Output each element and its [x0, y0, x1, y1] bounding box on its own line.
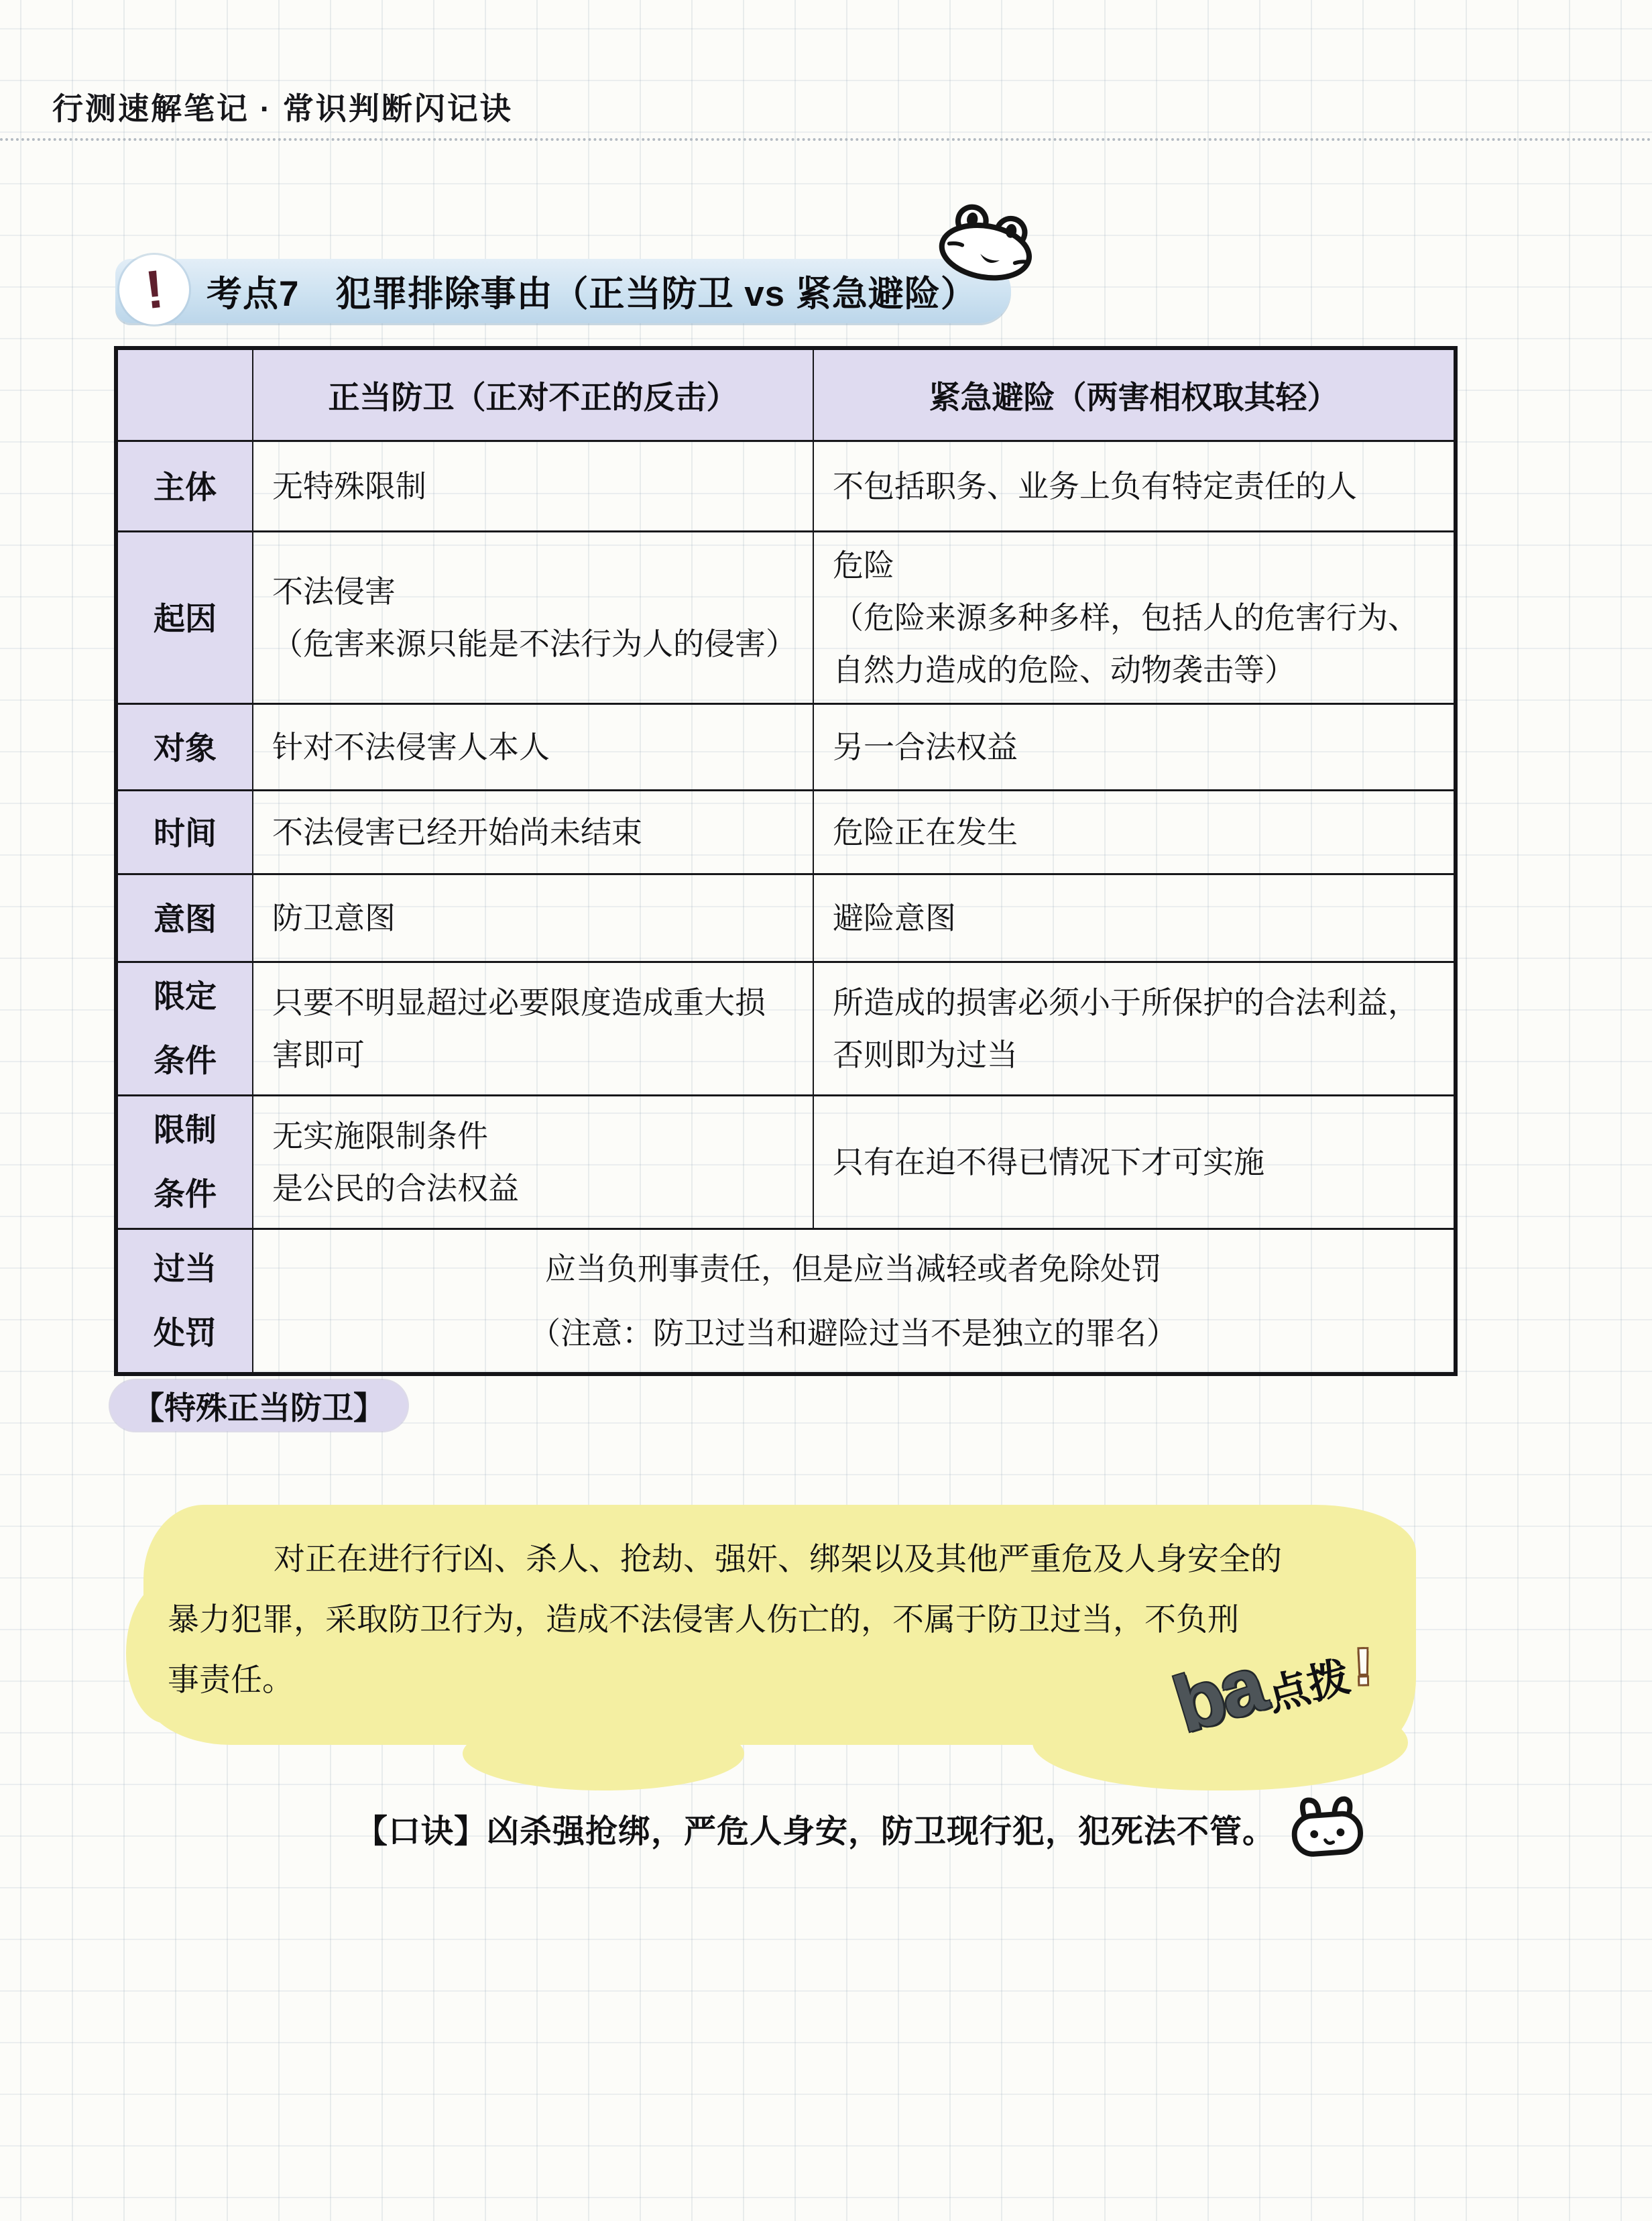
cell-line: 应当负刑事责任，但是应当减轻或者免除处罚	[545, 1251, 1162, 1286]
comparison-table	[114, 346, 1458, 1376]
cell-line: 避险意图	[833, 901, 956, 935]
row-label: 时间	[116, 791, 253, 874]
mnemonic-line: 【口诀】凶杀强抢绑，严危人身安，防卫现行犯，犯死法不管。	[355, 1814, 1276, 1849]
stamp-text: 点拨	[1262, 1653, 1355, 1720]
cell-line: 防卫意图	[272, 901, 396, 935]
cell-line: 另一合法权益	[833, 730, 1018, 764]
row-label: 限制条件	[116, 1096, 253, 1229]
header-divider	[0, 138, 1652, 141]
cell-line: 无特殊限制	[272, 469, 426, 504]
cell-line: 不包括职务、业务上负有特定责任的人	[833, 469, 1357, 504]
table-row	[116, 441, 1456, 532]
cell-defense	[253, 441, 813, 532]
cell-avoidance	[813, 704, 1456, 791]
cell-line: 针对不法侵害人本人	[272, 730, 550, 764]
yellow-highlight-blob	[463, 1717, 744, 1790]
row-label: 对象	[116, 704, 253, 791]
page-header: 行测速解笔记 · 常识判断闪记诀	[52, 91, 513, 126]
cell-defense	[253, 962, 813, 1096]
cell-avoidance	[813, 532, 1456, 704]
table-row	[116, 532, 1456, 704]
table-row	[116, 704, 1456, 791]
table-row	[116, 791, 1456, 874]
cell-line: 危险	[833, 548, 894, 583]
exclamation-glyph: !	[142, 258, 166, 321]
cell-avoidance	[813, 962, 1456, 1096]
row-label: 主体	[116, 441, 253, 532]
table-row	[116, 1229, 1456, 1375]
cell-line: 不法侵害	[272, 574, 396, 609]
topic-banner	[115, 259, 1011, 323]
cell-line: （危害来源只能是不法行为人的侵害）	[272, 626, 796, 661]
bunny-icon	[1285, 1789, 1369, 1862]
row-label: 限定条件	[116, 962, 253, 1096]
cell-span-both	[253, 1229, 1456, 1375]
cell-avoidance	[813, 441, 1456, 532]
table-header-row	[116, 348, 1456, 441]
cell-line: 是公民的合法权益	[272, 1171, 519, 1206]
corner-cell	[116, 348, 253, 441]
cell-line: （危险来源多种多样，包括人的危害行为、自然力造成的危险、动物袭击等）	[833, 600, 1419, 687]
cell-line: 不法侵害已经开始尚未结束	[272, 815, 642, 850]
cell-line: 无实施限制条件	[272, 1119, 488, 1153]
row-label: 过当处罚	[116, 1229, 253, 1375]
comparison-table-wrap	[114, 346, 1454, 1376]
cell-defense	[253, 1096, 813, 1229]
cell-avoidance	[813, 874, 1456, 962]
cell-defense	[253, 532, 813, 704]
column-header-avoidance: 紧急避险（两害相权取其轻）	[813, 348, 1456, 441]
paragraph-line: 对正在进行行凶、杀人、抢劫、强奸、绑架以及其他严重危及人身安全的	[274, 1541, 1282, 1577]
row-label: 起因	[116, 532, 253, 704]
table-row	[116, 874, 1456, 962]
cell-line: 所造成的损害必须小于所保护的合法利益，否则即为过当	[833, 985, 1419, 1072]
cell-line: 只有在迫不得已情况下才可实施	[833, 1145, 1264, 1180]
topic-title: 考点7 犯罪排除事由（正当防卫 vs 紧急避险）	[206, 274, 977, 314]
cell-avoidance	[813, 1096, 1456, 1229]
cell-defense	[253, 874, 813, 962]
table-row	[116, 1096, 1456, 1229]
cell-line: 只要不明显超过必要限度造成重大损害即可	[272, 985, 766, 1072]
stamp-ba-logo: ba	[1164, 1639, 1273, 1750]
paragraph-line: 暴力犯罪，采取防卫行为，造成不法侵害人伤亡的，不属于防卫过当，不负刑	[168, 1601, 1239, 1637]
special-defense-heading: 【特殊正当防卫】	[110, 1380, 408, 1431]
exclamation-icon	[119, 255, 189, 325]
column-header-defense: 正当防卫（正对不正的反击）	[253, 348, 813, 441]
cell-line: （注意：防卫过当和避险过当不是独立的罪名）	[530, 1316, 1177, 1351]
row-label: 意图	[116, 874, 253, 962]
cell-defense	[253, 704, 813, 791]
stamp-exclamation-icon: !	[1354, 1638, 1372, 1696]
cell-defense	[253, 791, 813, 874]
paragraph-line: 事责任。	[168, 1662, 294, 1697]
table-row	[116, 962, 1456, 1096]
cell-line: 危险正在发生	[833, 815, 1018, 850]
cell-avoidance	[813, 791, 1456, 874]
